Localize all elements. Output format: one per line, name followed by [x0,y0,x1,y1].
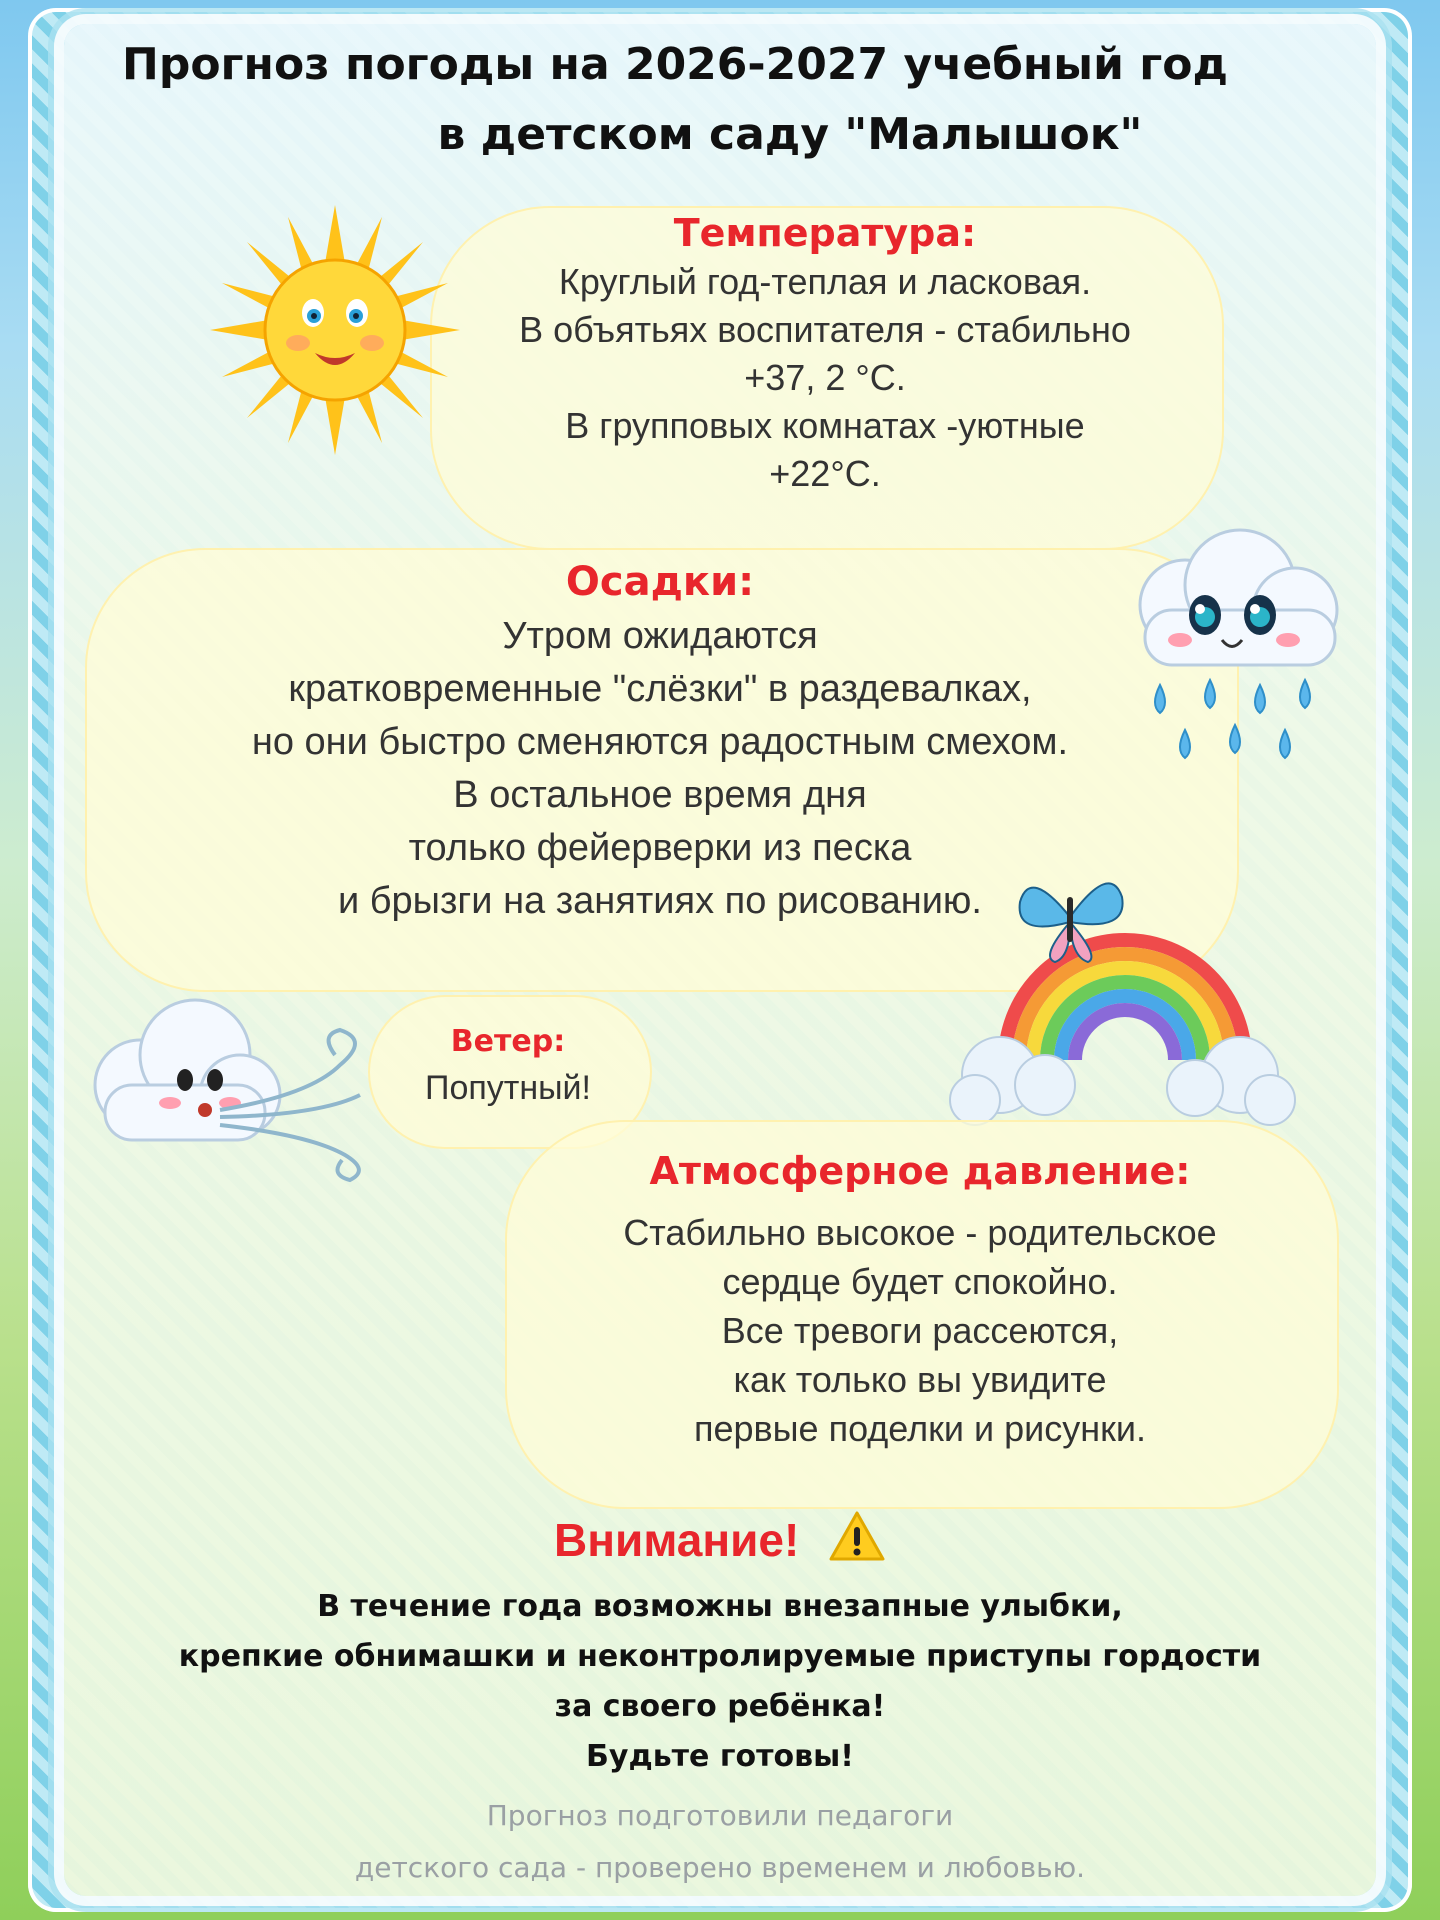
precipitation-line: Утром ожидаются [502,615,818,657]
temperature-line: +22°С. [769,453,881,494]
precipitation-line: и брызги на занятиях по рисованию. [338,880,982,922]
temperature-line: +37, 2 °С. [744,357,906,398]
attention-heading: Внимание! [554,1514,800,1566]
temperature-text [430,258,1220,498]
temperature-line: В объятьях воспитателя - стабильно [519,309,1131,350]
attention-text [0,1582,1440,1782]
precipitation-line: кратковременные "слёзки" в раздевалках, [288,668,1032,710]
pressure-line: Все тревоги рассеются, [721,1310,1119,1351]
footer-line: детского сада - проверено временем и любовью. [354,1851,1086,1884]
pressure-heading: Атмосферное давление: [649,1149,1191,1193]
attention-line: В течение года возможны внезапные улыбки, [317,1589,1123,1624]
footer-credit [0,1790,1440,1894]
temperature-line: Круглый год-теплая и ласковая. [558,261,1092,302]
attention-line: за своего ребёнка! [554,1689,886,1724]
attention-heading-row [0,1508,1440,1578]
precipitation-heading: Осадки: [565,559,755,605]
attention-line: Будьте готовы! [586,1739,854,1774]
footer-line: Прогноз подготовили педагоги [486,1799,954,1832]
precipitation-line: только фейерверки из песка [408,827,912,869]
wind-heading: Ветер: [450,1024,566,1059]
temperature-line: В групповых комнатах -уютные [565,405,1085,446]
title-line-2: в детском саду "Малышок" [437,109,1143,160]
warning-icon [828,1510,886,1578]
pressure-line: сердце будет спокойно. [722,1261,1118,1302]
rain-cloud-icon [1110,515,1360,775]
attention-line: крепкие обнимашки и неконтролируемые приступы гордости [178,1639,1262,1674]
wind-cloud-icon [80,985,400,1175]
butterfly-icon [1010,862,1130,972]
pressure-line: Стабильно высокое - родительское [623,1212,1217,1253]
sun-icon [210,205,460,455]
title-line-1: Прогноз погоды на 2026-2027 учебный год [122,39,1228,90]
temperature-heading: Температура: [673,211,977,255]
pressure-line: как только вы увидите [733,1359,1107,1400]
pressure-text [505,1208,1335,1453]
precipitation-line: но они быстро сменяются радостным смехом. [251,721,1069,763]
pressure-line: первые поделки и рисунки. [694,1408,1146,1449]
precipitation-line: В остальное время дня [453,774,867,816]
poster-title [60,30,1380,170]
wind-text: Попутный! [425,1069,591,1107]
